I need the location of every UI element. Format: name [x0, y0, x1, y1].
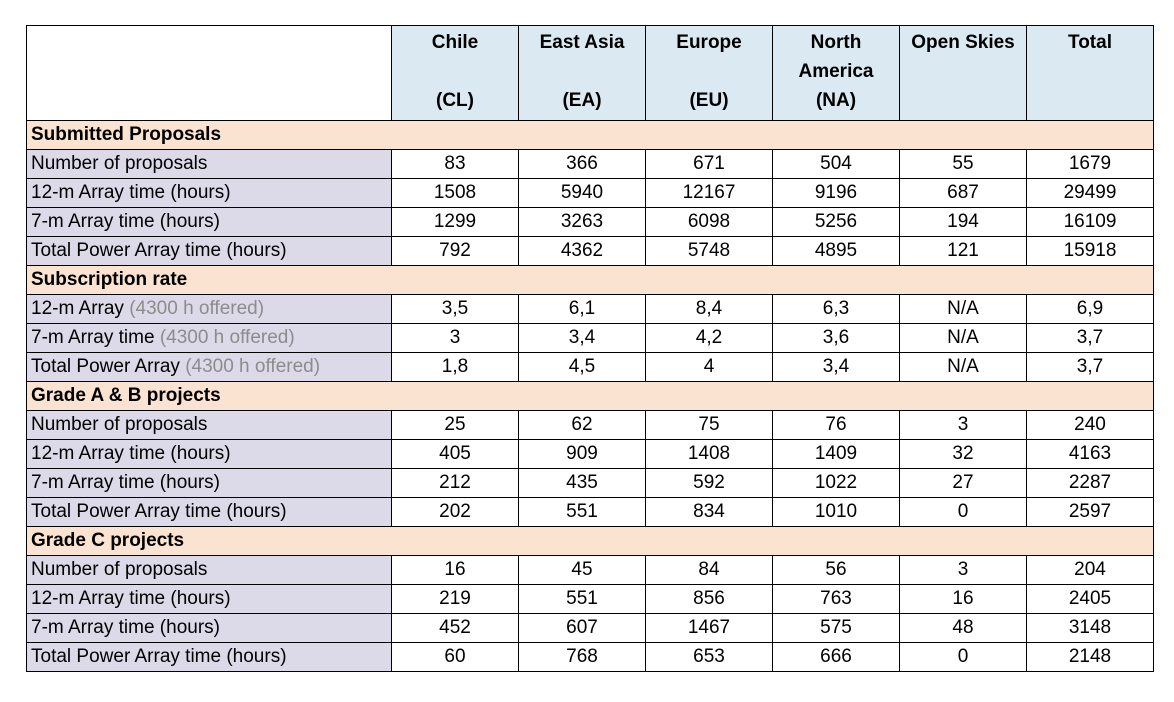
column-header-code: (NA)	[815, 90, 857, 111]
value-cell: 3,6	[773, 324, 900, 353]
row-label: 12-m Array time (hours)	[31, 588, 231, 609]
value-cell: 3,7	[1027, 353, 1154, 382]
value-cell: 83	[392, 150, 519, 179]
section-row	[27, 266, 1154, 295]
value-cell: 366	[519, 150, 646, 179]
row-label: 12-m Array	[31, 298, 124, 319]
value-cell: 3	[900, 411, 1027, 440]
row-label: Total Power Array time (hours)	[31, 240, 287, 261]
value-cell: 16109	[1027, 208, 1154, 237]
column-header-name: North America	[798, 32, 874, 82]
header-row	[27, 26, 1154, 121]
table-row	[27, 411, 1154, 440]
value-cell: 3,4	[773, 353, 900, 382]
row-label: 7-m Array time (hours)	[31, 617, 220, 638]
value-cell: 763	[773, 585, 900, 614]
value-cell: 1408	[646, 440, 773, 469]
value-cell: 6,1	[519, 295, 646, 324]
row-label: 7-m Array time (hours)	[31, 472, 220, 493]
row-label-cell	[27, 614, 392, 643]
value-cell: 1010	[773, 498, 900, 527]
value-cell: 212	[392, 469, 519, 498]
value-cell: 84	[646, 556, 773, 585]
table-row	[27, 440, 1154, 469]
value-cell: 1299	[392, 208, 519, 237]
section-row	[27, 121, 1154, 150]
value-cell: 551	[519, 498, 646, 527]
value-cell: 6,3	[773, 295, 900, 324]
row-label: 7-m Array time (hours)	[31, 211, 220, 232]
section-title: Grade C projects	[27, 527, 1154, 556]
value-cell: 5940	[519, 179, 646, 208]
value-cell: 48	[900, 614, 1027, 643]
table-row	[27, 614, 1154, 643]
value-cell: 1409	[773, 440, 900, 469]
row-label-cell	[27, 585, 392, 614]
value-cell: 121	[900, 237, 1027, 266]
value-cell: 551	[519, 585, 646, 614]
row-label-cell	[27, 440, 392, 469]
value-cell: 1679	[1027, 150, 1154, 179]
value-cell: N/A	[900, 324, 1027, 353]
value-cell: 0	[900, 643, 1027, 672]
value-cell: 9196	[773, 179, 900, 208]
value-cell: 666	[773, 643, 900, 672]
value-cell: 76	[773, 411, 900, 440]
table-row	[27, 585, 1154, 614]
table-body	[27, 26, 1154, 672]
table-row	[27, 643, 1154, 672]
row-label: 7-m Array time	[31, 327, 155, 348]
value-cell: 607	[519, 614, 646, 643]
value-cell: 204	[1027, 556, 1154, 585]
column-header-name: Europe	[676, 32, 742, 53]
table-row	[27, 469, 1154, 498]
value-cell: 55	[900, 150, 1027, 179]
value-cell: 452	[392, 614, 519, 643]
column-header-name: Total	[1068, 32, 1112, 53]
row-label-cell	[27, 150, 392, 179]
value-cell: 3	[900, 556, 1027, 585]
value-cell: 792	[392, 237, 519, 266]
row-label-cell	[27, 237, 392, 266]
table-row	[27, 179, 1154, 208]
table-row	[27, 295, 1154, 324]
row-label-cell	[27, 498, 392, 527]
table-row	[27, 353, 1154, 382]
value-cell: 2597	[1027, 498, 1154, 527]
value-cell: 56	[773, 556, 900, 585]
value-cell: 687	[900, 179, 1027, 208]
value-cell: 671	[646, 150, 773, 179]
row-label-cell	[27, 208, 392, 237]
section-row	[27, 527, 1154, 556]
section-title: Subscription rate	[27, 266, 1154, 295]
column-header-name: Chile	[431, 32, 479, 53]
value-cell: 405	[392, 440, 519, 469]
value-cell: 2148	[1027, 643, 1154, 672]
table-row	[27, 150, 1154, 179]
section-row	[27, 382, 1154, 411]
row-label-note: (4300 h offered)	[159, 327, 295, 348]
table-row	[27, 324, 1154, 353]
value-cell: 12167	[646, 179, 773, 208]
column-header-east-asia	[519, 26, 646, 121]
table-row	[27, 237, 1154, 266]
value-cell: 4,2	[646, 324, 773, 353]
row-label: Total Power Array	[31, 356, 180, 377]
value-cell: 4,5	[519, 353, 646, 382]
value-cell: 3,7	[1027, 324, 1154, 353]
row-label-cell	[27, 295, 392, 324]
value-cell: N/A	[900, 353, 1027, 382]
table-row	[27, 208, 1154, 237]
row-label: Total Power Array time (hours)	[31, 646, 287, 667]
value-cell: 6,9	[1027, 295, 1154, 324]
column-header-north-america	[773, 26, 900, 121]
value-cell: 4	[646, 353, 773, 382]
value-cell: 3,4	[519, 324, 646, 353]
row-label: Number of proposals	[31, 414, 208, 435]
row-label-cell	[27, 643, 392, 672]
value-cell: 29499	[1027, 179, 1154, 208]
value-cell: 909	[519, 440, 646, 469]
value-cell: 75	[646, 411, 773, 440]
column-header-code: (EA)	[562, 90, 602, 111]
value-cell: 653	[646, 643, 773, 672]
header-corner-cell	[27, 26, 392, 121]
value-cell: 1,8	[392, 353, 519, 382]
value-cell: 8,4	[646, 295, 773, 324]
section-title: Grade A & B projects	[27, 382, 1154, 411]
value-cell: 45	[519, 556, 646, 585]
column-header-name: East Asia	[539, 32, 625, 53]
row-label-cell	[27, 179, 392, 208]
table-row	[27, 498, 1154, 527]
value-cell: 60	[392, 643, 519, 672]
column-header-code: (EU)	[689, 90, 729, 111]
value-cell: 3	[392, 324, 519, 353]
column-header-open-skies	[900, 26, 1027, 121]
value-cell: 592	[646, 469, 773, 498]
row-label-cell	[27, 469, 392, 498]
value-cell: 16	[392, 556, 519, 585]
value-cell: 4163	[1027, 440, 1154, 469]
value-cell: 32	[900, 440, 1027, 469]
table-row	[27, 556, 1154, 585]
column-header-chile	[392, 26, 519, 121]
value-cell: 575	[773, 614, 900, 643]
value-cell: 15918	[1027, 237, 1154, 266]
row-label-cell	[27, 411, 392, 440]
value-cell: N/A	[900, 295, 1027, 324]
column-header-total	[1027, 26, 1154, 121]
value-cell: 4362	[519, 237, 646, 266]
value-cell: 194	[900, 208, 1027, 237]
value-cell: 2405	[1027, 585, 1154, 614]
row-label: Number of proposals	[31, 153, 208, 174]
value-cell: 856	[646, 585, 773, 614]
value-cell: 3148	[1027, 614, 1154, 643]
value-cell: 25	[392, 411, 519, 440]
value-cell: 5256	[773, 208, 900, 237]
value-cell: 504	[773, 150, 900, 179]
row-label: 12-m Array time (hours)	[31, 182, 231, 203]
value-cell: 62	[519, 411, 646, 440]
row-label: Total Power Array time (hours)	[31, 501, 287, 522]
value-cell: 6098	[646, 208, 773, 237]
value-cell: 219	[392, 585, 519, 614]
value-cell: 4895	[773, 237, 900, 266]
value-cell: 1467	[646, 614, 773, 643]
value-cell: 1022	[773, 469, 900, 498]
value-cell: 3,5	[392, 295, 519, 324]
row-label: Number of proposals	[31, 559, 208, 580]
value-cell: 202	[392, 498, 519, 527]
value-cell: 3263	[519, 208, 646, 237]
value-cell: 768	[519, 643, 646, 672]
value-cell: 0	[900, 498, 1027, 527]
value-cell: 834	[646, 498, 773, 527]
column-header-europe	[646, 26, 773, 121]
column-header-code: (CL)	[436, 90, 474, 111]
value-cell: 16	[900, 585, 1027, 614]
value-cell: 1508	[392, 179, 519, 208]
column-header-name: Open Skies	[911, 32, 1015, 53]
proposal-statistics-table	[26, 25, 1154, 672]
row-label-cell	[27, 353, 392, 382]
value-cell: 2287	[1027, 469, 1154, 498]
row-label-cell	[27, 556, 392, 585]
row-label-note: (4300 h offered)	[129, 298, 265, 319]
row-label-cell	[27, 324, 392, 353]
value-cell: 435	[519, 469, 646, 498]
value-cell: 27	[900, 469, 1027, 498]
row-label: 12-m Array time (hours)	[31, 443, 231, 464]
value-cell: 5748	[646, 237, 773, 266]
value-cell: 240	[1027, 411, 1154, 440]
section-title: Submitted Proposals	[27, 121, 1154, 150]
row-label-note: (4300 h offered)	[185, 356, 321, 377]
